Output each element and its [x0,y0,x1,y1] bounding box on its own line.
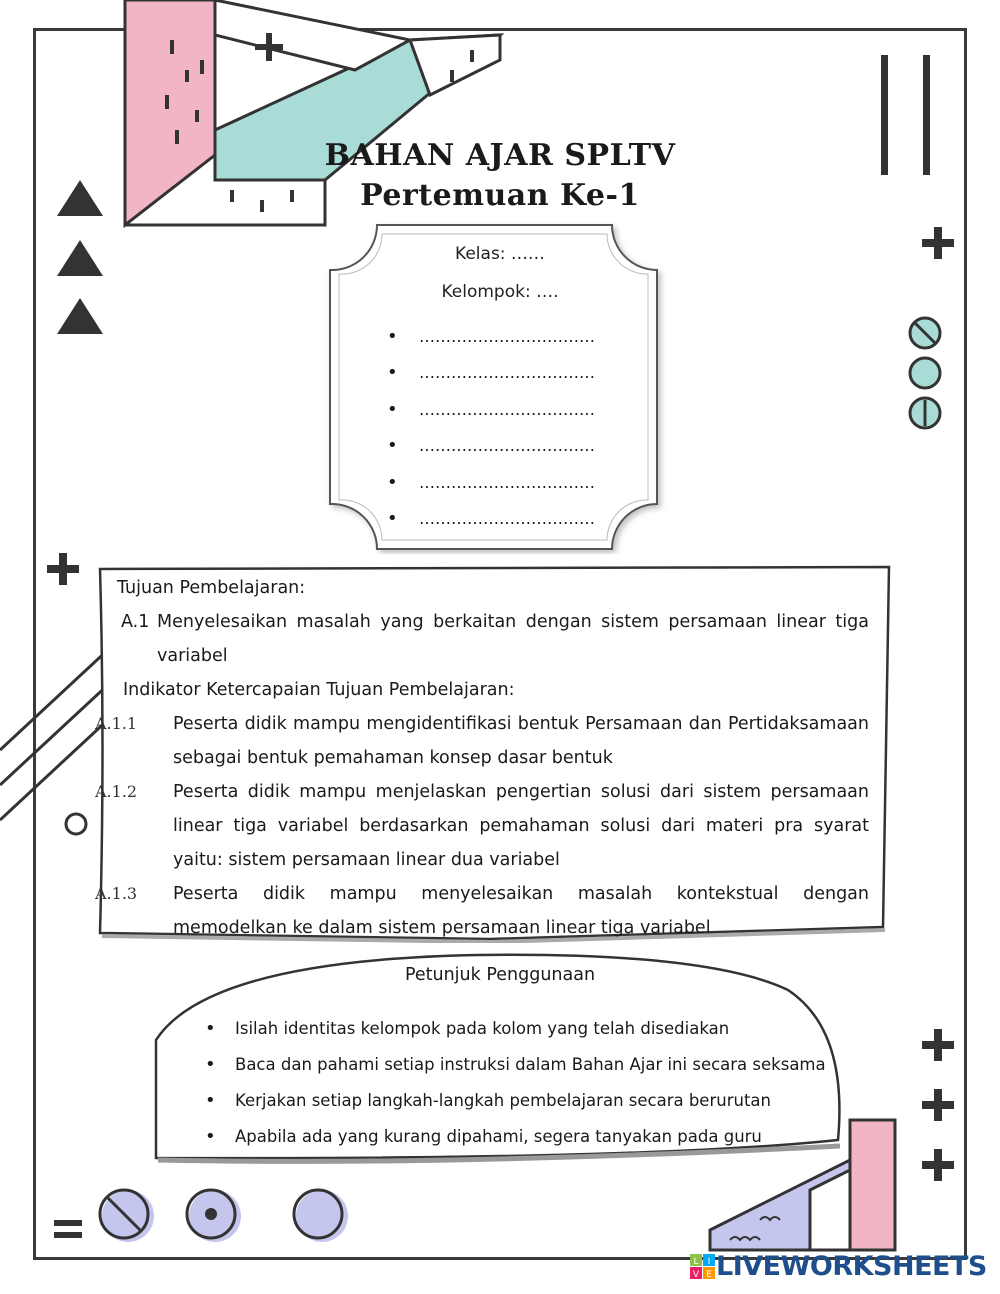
bullet: • [387,508,398,530]
bullet: • [387,471,398,493]
page-title: BAHAN AJAR SPLTV [324,138,676,173]
badge-letter: E [706,1269,712,1280]
indicator-number: A.1.3 [95,884,138,903]
member-item[interactable] [387,464,595,501]
plus-icon [920,1087,956,1123]
instruction-item [205,1082,826,1118]
indicator-text: Peserta didik mampu menyelesaikan masalah kontekstual dengan memodelkan ke dalam sistem persamaan linear tiga variabel [173,884,869,938]
member-item[interactable] [387,391,595,428]
goal-text: Menyelesaikan masalah yang berkaitan dengan sistem persamaan linear tiga variabel [157,612,869,666]
bullet: • [205,1089,216,1111]
member-blank: …………………………… [419,326,595,346]
plus-icon [920,1027,956,1063]
indicator-text: Peserta didik mampu mengidentifikasi bentuk Persamaan dan Pertidaksamaan sebagai bentuk pemahaman konsep dasar bentuk [173,714,869,768]
kelas-label: Kelas: …… [455,244,545,264]
member-blank: …………………………… [419,472,595,492]
instruction-item [205,1010,826,1046]
bullet: • [387,398,398,420]
bullet: • [387,362,398,384]
instruction-text: Baca dan pahami setiap instruksi dalam Bahan Ajar ini secara seksama [235,1054,826,1074]
member-item[interactable] [387,501,595,538]
badge-letter: L [693,1256,699,1267]
indicator-item [95,775,869,877]
instruction-text: Kerjakan setiap langkah-langkah pembelajaran secara berurutan [235,1090,771,1110]
bottom-circles-decoration [50,1188,380,1248]
circle-column-decoration [903,315,947,435]
page-subtitle: Pertemuan Ke-1 [360,178,640,213]
member-blank: …………………………… [419,363,595,383]
indicator-item [95,707,869,775]
bullet: • [205,1017,216,1039]
goal-number: A.1 [121,612,150,632]
bullet: • [387,325,398,347]
learning-objectives-box [97,565,892,940]
instruction-item [205,1118,826,1154]
brand-text: LIVEWORKSHEETS [716,1251,987,1282]
instruction-text: Apabila ada yang kurang dipahami, segera tanyakan pada guru [235,1126,762,1146]
bullet: • [387,435,398,457]
instruction-item [205,1046,826,1082]
objectives-heading: Tujuan Pembelajaran: [117,578,306,598]
member-item[interactable] [387,318,595,355]
indicator-item [95,877,869,945]
instruction-text: Isilah identitas kelompok pada kolom yang telah disediakan [235,1018,730,1038]
indicator-number: A.1.1 [95,714,138,733]
member-item[interactable] [387,428,595,465]
bullet: • [205,1125,216,1147]
member-item[interactable] [387,355,595,392]
brand-badge-icon [690,1254,716,1280]
member-blank: …………………………… [419,399,595,419]
plus-icon [45,551,81,587]
bullet: • [205,1053,216,1075]
indicator-number: A.1.2 [95,782,138,801]
badge-letter: I [707,1256,711,1267]
indicator-text: Peserta didik mampu menjelaskan pengertian solusi dari sistem persamaan linear tiga variabel berdasarkan pemahaman solusi dari materi pra syarat yaitu: sistem persamaan linear dua variabel [173,782,869,870]
indicator-heading: Indikator Ketercapaian Tujuan Pembelajaran: [123,680,515,700]
badge-letter: V [692,1269,700,1280]
member-list [387,318,595,537]
plus-icon [920,1147,956,1183]
instructions-heading: Petunjuk Penggunaan [404,965,596,985]
plus-icon [920,225,956,261]
instructions-list [205,1010,826,1154]
kelompok-label: Kelompok: …. [441,282,559,302]
member-blank: …………………………… [419,509,595,529]
member-blank: …………………………… [419,436,595,456]
liveworksheets-logo[interactable] [690,1251,987,1282]
